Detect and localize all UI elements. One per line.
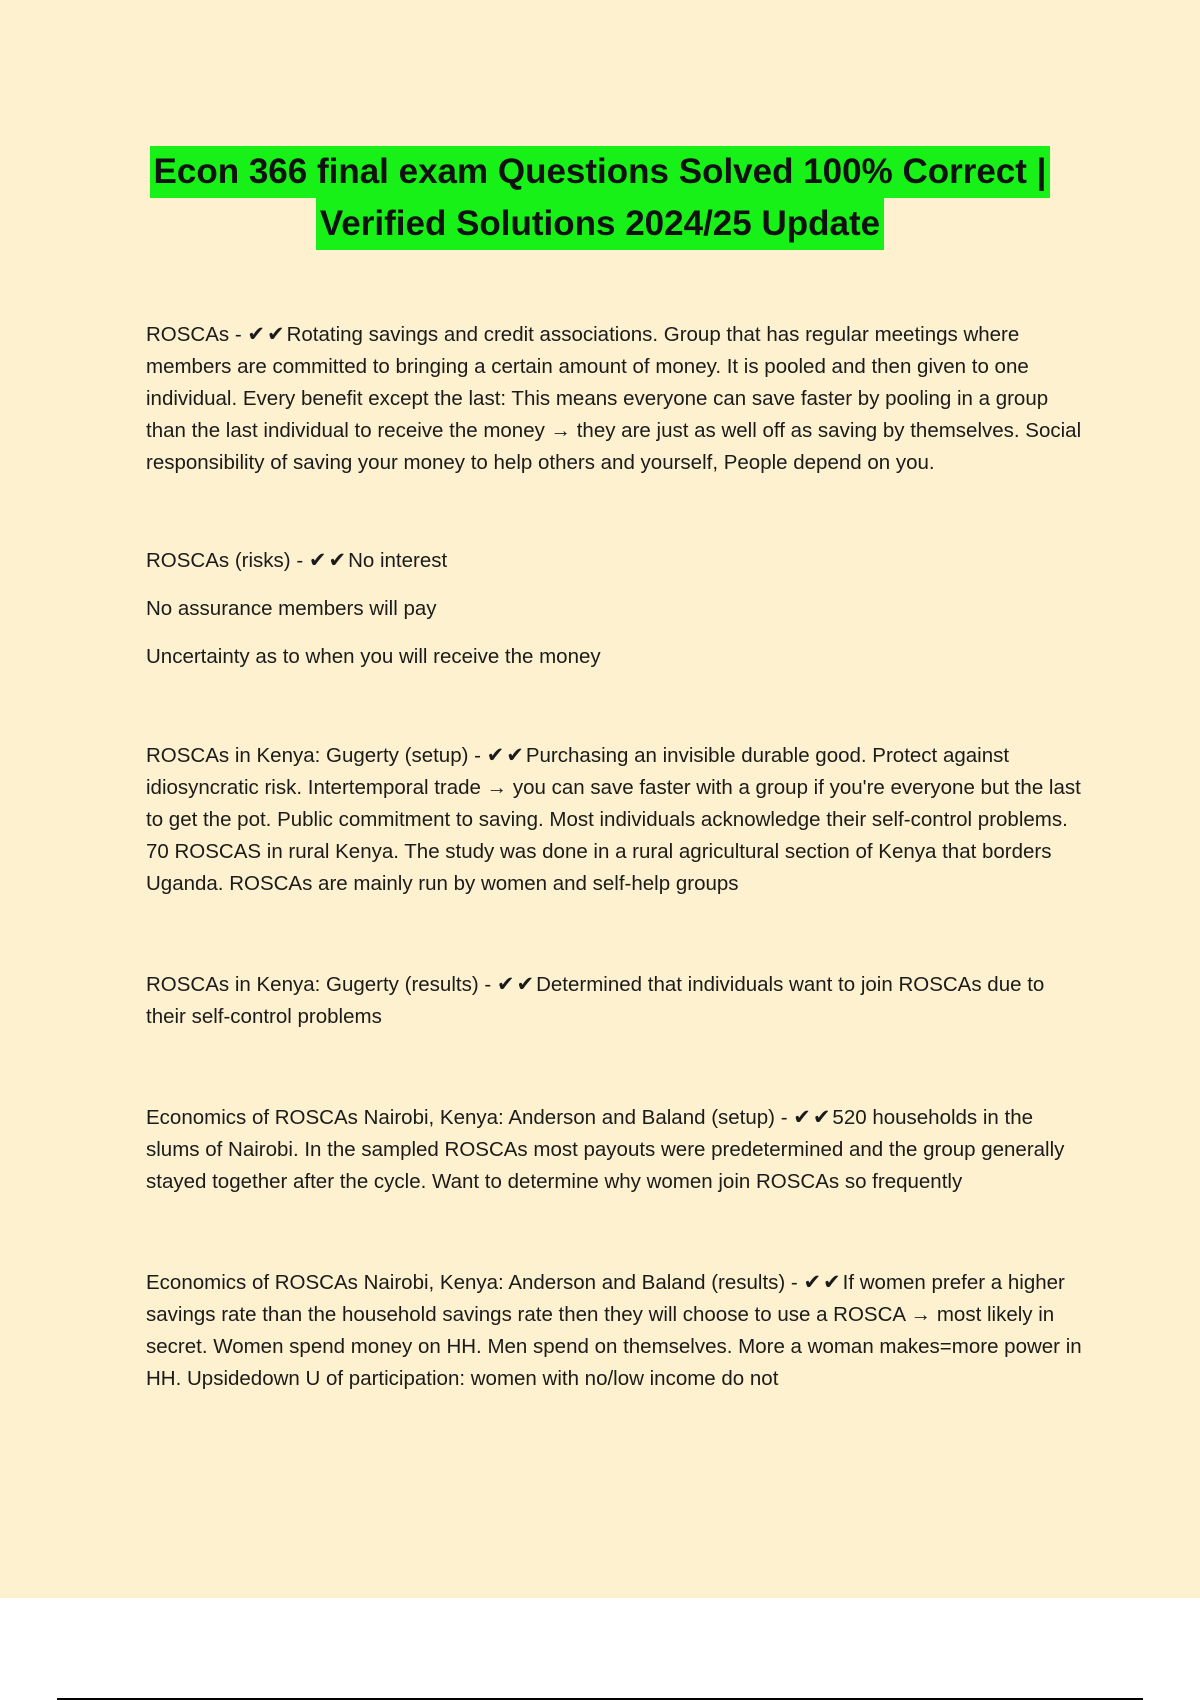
entry-paragraph xyxy=(146,544,1086,577)
check-mark-icon: ✔✔ xyxy=(496,972,537,996)
document-title xyxy=(0,146,1200,250)
entry-definition: Rotating savings and credit associations. Group that has regular meetings where members are committed to bringing a certain amount of money. It is pooled and then given to one individual. Every benefit except the last: This means everyone can save faster by pooling in a group than the last individual to receive the money → they are just as well off as saving by themselves. Social responsibility of saving your money to help others and yourself, People depend on you. xyxy=(146,323,1082,474)
entry-term: ROSCAs in Kenya: Gugerty (setup) - xyxy=(146,744,487,767)
entry-term: Economics of ROSCAs Nairobi, Kenya: Anderson and Baland (setup) - xyxy=(146,1106,794,1129)
entry-extra-line: No assurance members will pay xyxy=(146,597,437,620)
check-mark-icon: ✔✔ xyxy=(486,743,526,767)
title-line-2: Verified Solutions 2024/25 Update xyxy=(316,198,884,250)
qa-entry-roscas xyxy=(146,318,1086,479)
entry-term: ROSCAs in Kenya: Gugerty (results) - xyxy=(146,973,497,996)
qa-entry-gugerty-setup xyxy=(146,739,1086,900)
entry-definition: 520 households in the slums of Nairobi. In the sampled ROSCAs most payouts were predetermined and the group generally stayed together after the cycle. Want to determine why women join ROSCAs so frequently xyxy=(146,1106,1065,1193)
entry-definition: Determined that individuals want to join ROSCAs due to their self-control problems xyxy=(146,973,1045,1028)
entry-definition: No interest xyxy=(348,549,448,572)
entry-term: ROSCAs (risks) - xyxy=(146,549,309,572)
entry-term: Economics of ROSCAs Nairobi, Kenya: Anderson and Baland (results) - xyxy=(146,1271,804,1294)
qa-entry-roscas-risks xyxy=(146,544,1086,673)
check-mark-icon: ✔✔ xyxy=(803,1270,843,1294)
qa-content xyxy=(146,318,1086,1395)
check-mark-icon: ✔✔ xyxy=(793,1105,833,1129)
check-mark-icon: ✔✔ xyxy=(247,322,287,346)
entry-paragraph xyxy=(146,1101,1086,1198)
entry-paragraph xyxy=(146,739,1086,900)
entry-definition: Purchasing an invisible durable good. Protect against idiosyncratic risk. Intertemporal trade → you can save faster with a group if you're everyone but the last to get the pot. Public commitment to saving. Most individuals acknowledge their self-control problems. 70 ROSCAS in rural Kenya. The study was done in a rural agricultural section of Kenya that borders Uganda. ROSCAs are mainly run by women and self-help groups xyxy=(146,744,1081,895)
qa-entry-anderson-baland-results xyxy=(146,1266,1086,1395)
entry-extra-line: Uncertainty as to when you will receive the money xyxy=(146,645,601,668)
entry-paragraph xyxy=(146,968,1086,1033)
entry-definition: If women prefer a higher savings rate than the household savings rate then they will choose to use a ROSCA → most likely in secret. Women spend money on HH. Men spend on themselves. More a woman makes=more power in HH. Upsidedown U of participation: women with no/low income do not xyxy=(146,1271,1082,1390)
entry-paragraph xyxy=(146,318,1086,479)
qa-entry-gugerty-results xyxy=(146,968,1086,1033)
entry-term: ROSCAs - xyxy=(146,323,248,346)
check-mark-icon: ✔✔ xyxy=(308,548,349,572)
qa-entry-anderson-baland-setup xyxy=(146,1101,1086,1198)
entry-paragraph xyxy=(146,1266,1086,1395)
title-line-1: Econ 366 final exam Questions Solved 100% Correct | xyxy=(150,146,1051,198)
